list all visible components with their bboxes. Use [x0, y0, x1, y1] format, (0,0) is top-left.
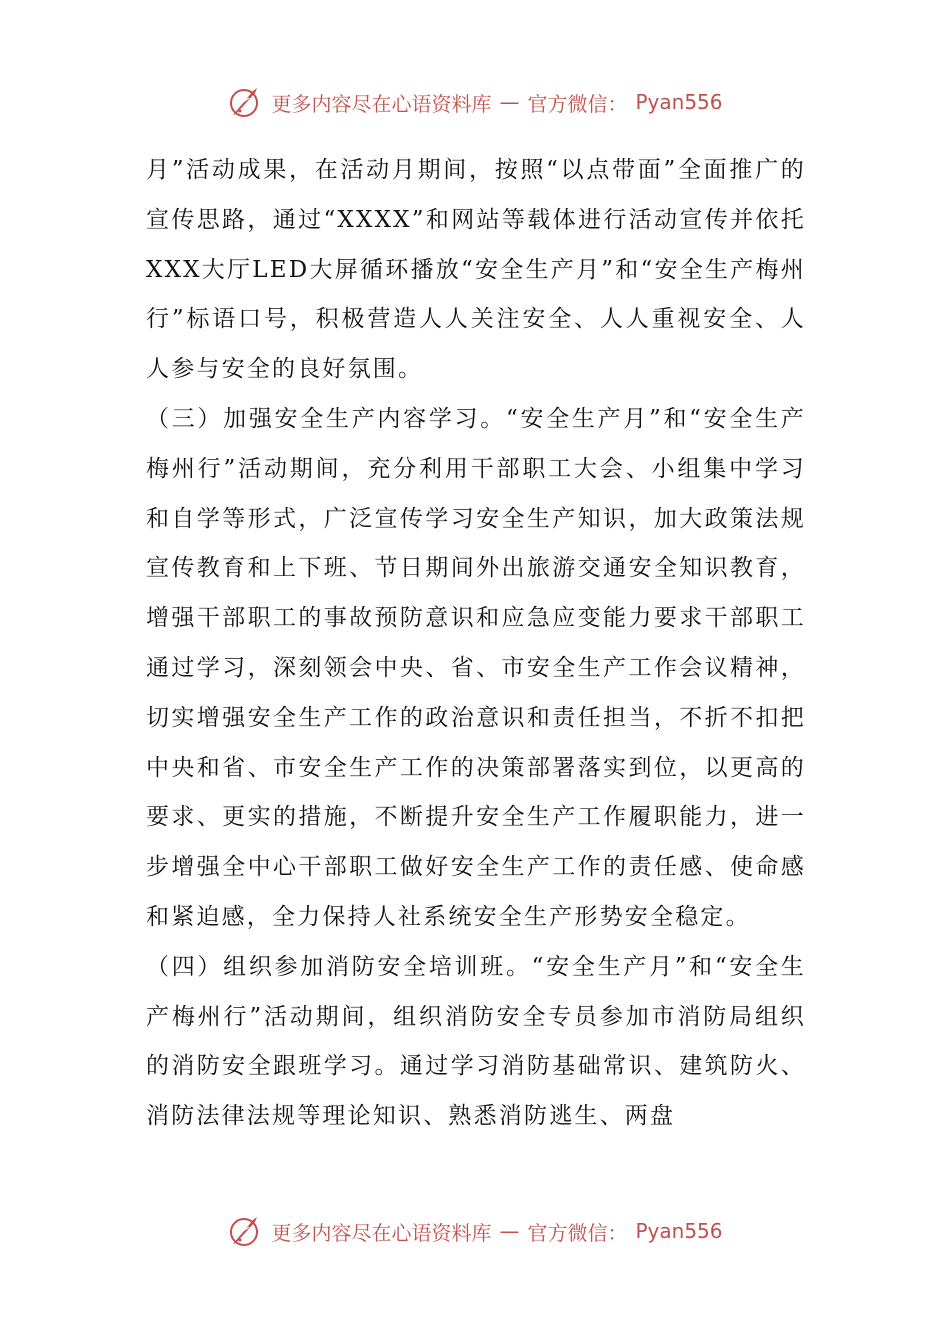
watermark-handle: Pyan556	[635, 90, 723, 114]
paragraph-2: （三）加强安全生产内容学习。“安全生产月”和“安全生产梅州行”活动期间，充分利用干部职工大会、小组集中学习和自学等形式，广泛宣传学习安全生产知识，加大政策法规宣传教育和上下班、节日期间外出旅游交通安全知识教育，增强干部职工的事故预防意识和应急应变能力要求干部职工通过学习，深刻领会中央、省、市安全生产工作会议精神，切实增强安全生产工作的政治意识和责任担当，不折不扣把中央和省、市安全生产工作的决策部署落实到位，以更高的要求、更实的措施，不断提升安全生产工作履职能力，进一步增强全中心干部职工做好安全生产工作的责任感、使命感和紧迫感，全力保持人社系统安全生产形势安全稳定。	[146, 405, 806, 930]
watermark-wechat-label: 官方微信：	[527, 91, 628, 116]
paragraph-3: （四）组织参加消防安全培训班。“安全生产月”和“安全生产梅州行”活动期间，组织消防安全专员参加市消防局组织的消防安全跟班学习。通过学习消防基础常识、建筑防火、消防法律法规等理论知识、熟悉消防逃生、两盘	[146, 953, 806, 1130]
quill-pen-circle-icon	[227, 84, 263, 120]
watermark-wechat-label: 官方微信：	[527, 1220, 628, 1245]
document-body	[146, 146, 806, 1142]
header-watermark	[0, 82, 950, 122]
watermark-text: 更多内容尽在心语资料库	[271, 91, 492, 116]
watermark-handle: Pyan556	[635, 1219, 723, 1243]
quill-pen-circle-icon	[227, 1213, 263, 1249]
watermark-dash: —	[499, 90, 520, 114]
paragraph-1: 月”活动成果，在活动月期间，按照“以点带面”全面推广的宣传思路，通过“XXXX”和网站等载体进行活动宣传并依托XXX大厅LED大屏循环播放“安全生产月”和“安全生产梅州行”标语口号，积极营造人人关注安全、人人重视安全、人人参与安全的良好氛围。	[146, 157, 806, 383]
footer-watermark	[0, 1211, 950, 1251]
watermark-dash: —	[499, 1219, 520, 1243]
watermark-text: 更多内容尽在心语资料库	[271, 1220, 492, 1245]
